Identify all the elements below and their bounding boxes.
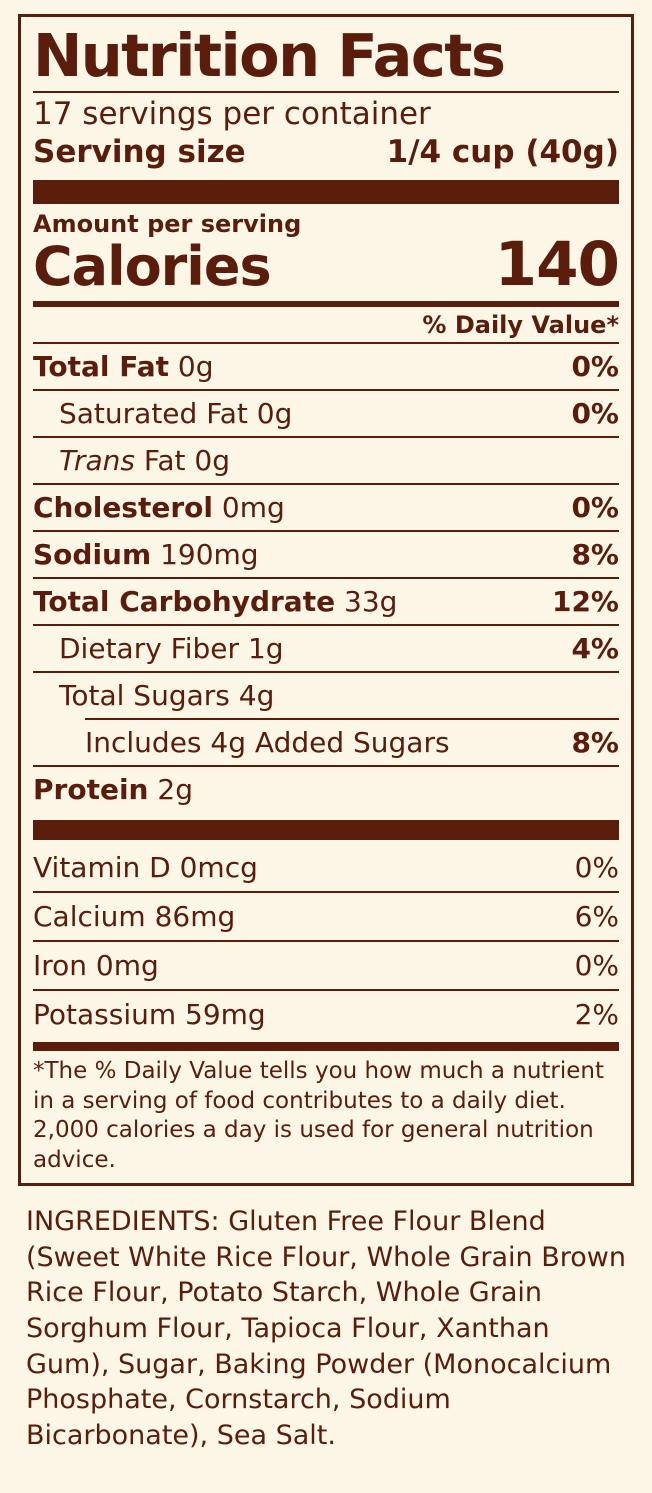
calories-row	[33, 228, 619, 300]
nutrient-name-text: Includes 4g Added Sugars	[85, 726, 450, 760]
nutrient-dv: 12%	[551, 585, 619, 619]
nutrient-dv: 0%	[571, 491, 619, 525]
nutrient-amount: 2g	[157, 773, 193, 807]
nutrient-amount: 1g	[247, 632, 284, 666]
panel-title: Nutrition Facts	[33, 21, 505, 90]
calories-value: 140	[494, 228, 619, 300]
nutrient-dv: 0%	[571, 350, 619, 384]
nutrient-dv: 8%	[571, 538, 619, 572]
nutrient-dv: 8%	[571, 726, 619, 760]
vitamin-name: Calcium 86mg	[33, 900, 236, 934]
divider-above-footnote	[33, 1042, 619, 1051]
nutrient-row-added-sugars	[85, 718, 619, 765]
nutrient-name-text: Total Fat	[33, 350, 170, 384]
vitamin-row-vitamin-d	[33, 844, 619, 891]
divider-under-title	[33, 91, 619, 93]
nutrient-dv: 4%	[571, 632, 619, 666]
divider-under-calories	[33, 301, 619, 307]
vitamin-dv: 2%	[574, 998, 619, 1032]
amount-per-serving-label: Amount per serving	[33, 209, 302, 238]
vitamin-dv: 6%	[574, 900, 619, 934]
serving-size-value: 1/4 cup (40g)	[386, 134, 619, 171]
nutrient-row-protein	[33, 765, 619, 812]
nutrient-name	[33, 678, 274, 713]
nutrient-name-text: Sodium	[33, 538, 152, 572]
servings-per-container: 17 servings per container	[33, 95, 431, 132]
serving-size-row	[33, 134, 619, 171]
nutrient-name	[33, 443, 230, 478]
nutrient-name-text: Trans	[59, 444, 135, 478]
nutrient-name	[33, 349, 214, 384]
nutrient-name	[85, 725, 450, 760]
nutrient-name-text: Total Sugars	[59, 679, 230, 713]
calories-label: Calories	[33, 234, 271, 298]
nutrient-name	[33, 537, 259, 572]
vitamin-row-potassium	[33, 989, 619, 1038]
vitamin-row-calcium	[33, 891, 619, 940]
vitamin-dv: 0%	[574, 851, 619, 885]
nutrient-name	[33, 396, 292, 431]
nutrient-row-sodium	[33, 530, 619, 577]
nutrient-amount: 0g	[256, 397, 293, 431]
nutrient-row-total-fat	[33, 342, 619, 389]
nutrient-name	[33, 490, 285, 525]
nutrition-facts-panel	[18, 14, 634, 1186]
nutrient-name-text: Dietary Fiber	[59, 632, 240, 666]
nutrient-amount: 190mg	[160, 538, 259, 572]
ingredients-statement: INGREDIENTS: Gluten Free Flour Blend (Sweet White Rice Flour, Whole Grain Brown Rice Flour, Potato Starch, Whole Grain Sorghum Flour, Tapioca Flour, Xanthan Gum), Sugar, Baking Powder (Monocalcium Phosphate, Cornstarch, Sodium Bicarbonate), Sea Salt.	[26, 1206, 626, 1451]
nutrient-amount: 0g	[177, 350, 214, 384]
nutrient-row-total-sugars	[33, 671, 619, 718]
nutrient-amount: 4g	[238, 679, 275, 713]
nutrient-name-text: Total Carbohydrate	[33, 585, 336, 619]
nutrient-amount: 33g	[344, 585, 398, 619]
divider-thick-vitamins	[33, 820, 619, 840]
nutrient-amount: 0mg	[221, 491, 285, 525]
vitamin-dv: 0%	[574, 949, 619, 983]
nutrient-name	[33, 631, 284, 666]
daily-value-footnote: *The % Daily Value tells you how much a nutrient in a serving of food contributes to a daily diet. 2,000 calories a day is used for general nutrition advice.	[33, 1058, 605, 1173]
nutrient-amount: Fat 0g	[143, 444, 231, 478]
nutrient-row-cholesterol	[33, 483, 619, 530]
nutrient-name	[33, 584, 397, 619]
nutrient-name-text: Saturated Fat	[59, 397, 248, 431]
nutrient-name	[33, 772, 193, 807]
serving-size-label: Serving size	[33, 134, 246, 171]
nutrient-row-trans-fat	[33, 436, 619, 483]
vitamin-name: Vitamin D 0mcg	[33, 851, 258, 885]
vitamin-row-iron	[33, 940, 619, 989]
vitamin-name: Potassium 59mg	[33, 998, 266, 1032]
nutrient-name-text: Cholesterol	[33, 491, 213, 525]
vitamin-name: Iron 0mg	[33, 949, 159, 983]
nutrient-name-text: Protein	[33, 773, 149, 807]
daily-value-header: % Daily Value*	[422, 311, 619, 340]
nutrient-row-dietary-fiber	[33, 624, 619, 671]
nutrient-dv: 0%	[571, 397, 619, 431]
divider-thick-top	[33, 180, 619, 204]
nutrient-row-total-carbohydrate	[33, 577, 619, 624]
nutrient-row-saturated-fat	[33, 389, 619, 436]
